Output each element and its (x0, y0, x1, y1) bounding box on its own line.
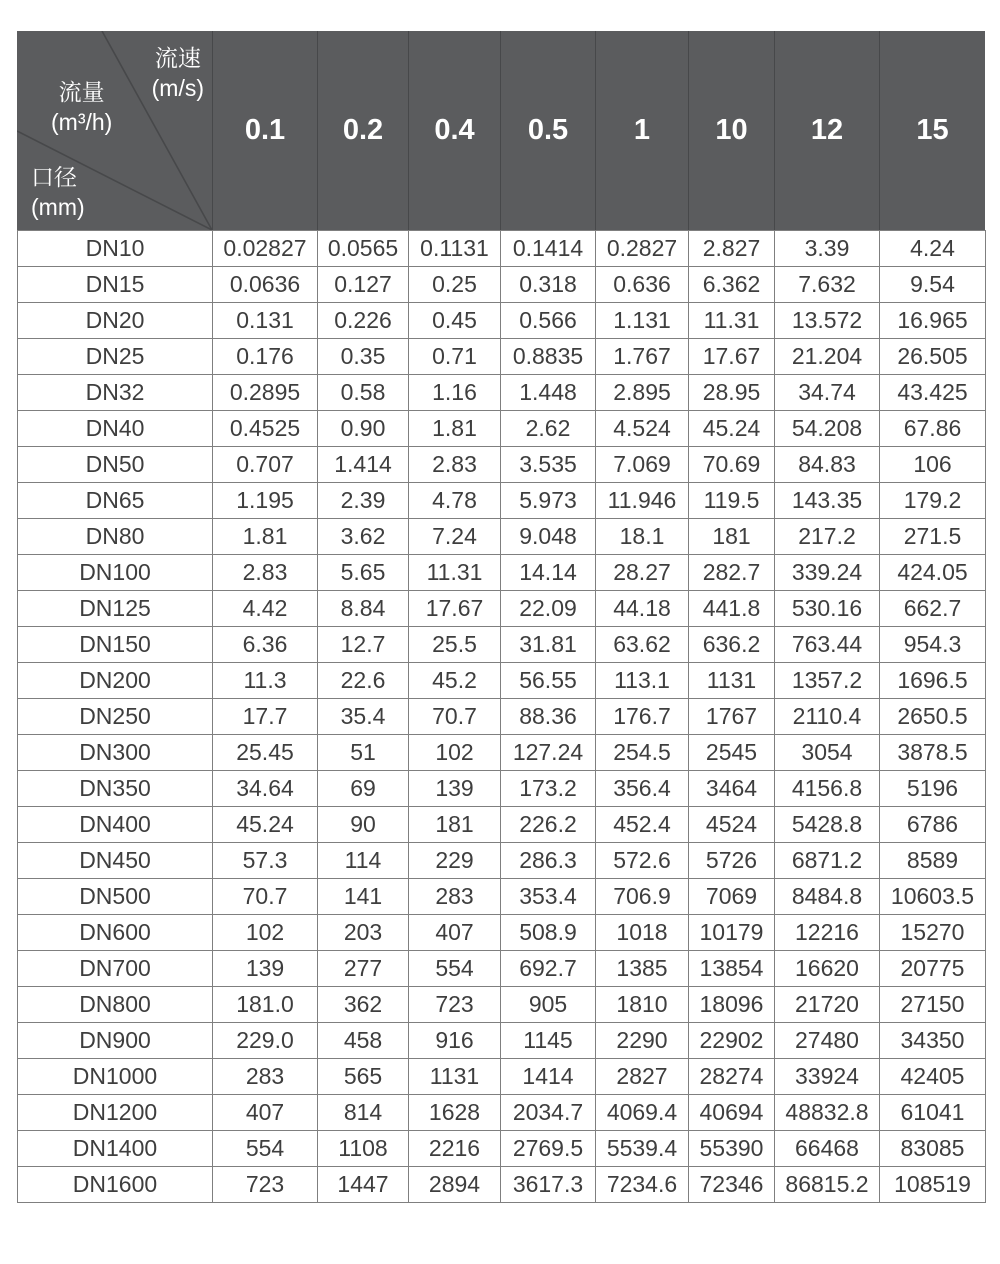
flow-value-cell: 636.2 (689, 627, 775, 663)
flow-value-cell: 28274 (689, 1059, 775, 1095)
diameter-cell: DN1200 (18, 1095, 213, 1131)
flow-value-cell: 0.131 (213, 303, 318, 339)
flow-value-cell: 57.3 (213, 843, 318, 879)
diameter-cell: DN1400 (18, 1131, 213, 1167)
table-row (18, 519, 986, 555)
flow-value-cell: 10603.5 (880, 879, 986, 915)
flow-value-cell: 508.9 (501, 915, 596, 951)
flow-value-cell: 954.3 (880, 627, 986, 663)
flow-value-cell: 5539.4 (596, 1131, 689, 1167)
flow-value-cell: 22.6 (318, 663, 409, 699)
flow-value-cell: 106 (880, 447, 986, 483)
flow-value-cell: 282.7 (689, 555, 775, 591)
flow-value-cell: 4524 (689, 807, 775, 843)
table-row (18, 807, 986, 843)
flow-value-cell: 66468 (775, 1131, 880, 1167)
flow-value-cell: 229.0 (213, 1023, 318, 1059)
table-row (18, 879, 986, 915)
flow-value-cell: 7069 (689, 879, 775, 915)
flow-value-cell: 25.5 (409, 627, 501, 663)
flow-value-cell: 1131 (409, 1059, 501, 1095)
flow-value-cell: 27480 (775, 1023, 880, 1059)
velocity-header-cell: 10 (688, 31, 774, 230)
flow-value-cell: 11.946 (596, 483, 689, 519)
corner-cell (17, 31, 212, 230)
flow-value-cell: 3617.3 (501, 1167, 596, 1203)
diameter-cell: DN150 (18, 627, 213, 663)
diameter-cell: DN800 (18, 987, 213, 1023)
flow-value-cell: 9.54 (880, 267, 986, 303)
flow-value-cell: 229 (409, 843, 501, 879)
flow-value-cell: 424.05 (880, 555, 986, 591)
table-row (18, 1167, 986, 1203)
flow-value-cell: 51 (318, 735, 409, 771)
flow-value-cell: 22902 (689, 1023, 775, 1059)
flow-value-cell: 113.1 (596, 663, 689, 699)
diameter-cell: DN200 (18, 663, 213, 699)
flow-value-cell: 11.3 (213, 663, 318, 699)
flow-value-cell: 44.18 (596, 591, 689, 627)
table-row (18, 735, 986, 771)
flow-value-cell: 176.7 (596, 699, 689, 735)
flow-value-cell: 283 (213, 1059, 318, 1095)
flow-value-cell: 2894 (409, 1167, 501, 1203)
diameter-cell: DN1000 (18, 1059, 213, 1095)
flow-value-cell: 34350 (880, 1023, 986, 1059)
flow-value-cell: 706.9 (596, 879, 689, 915)
flow-value-cell: 271.5 (880, 519, 986, 555)
flow-value-cell: 3.39 (775, 231, 880, 267)
flow-value-cell: 43.425 (880, 375, 986, 411)
flow-value-cell: 143.35 (775, 483, 880, 519)
diameter-cell: DN10 (18, 231, 213, 267)
flow-value-cell: 2110.4 (775, 699, 880, 735)
flow-value-cell: 572.6 (596, 843, 689, 879)
flow-value-cell: 18.1 (596, 519, 689, 555)
flow-value-cell: 173.2 (501, 771, 596, 807)
flow-value-cell: 2.62 (501, 411, 596, 447)
diameter-cell: DN15 (18, 267, 213, 303)
flow-value-cell: 4.42 (213, 591, 318, 627)
diameter-cell: DN32 (18, 375, 213, 411)
table-row (18, 915, 986, 951)
velocity-header-cell: 0.2 (317, 31, 408, 230)
flow-value-cell: 2034.7 (501, 1095, 596, 1131)
flow-value-cell: 11.31 (409, 555, 501, 591)
flow-value-cell: 1.81 (409, 411, 501, 447)
flow-rate-table (17, 31, 985, 1203)
flow-value-cell: 48832.8 (775, 1095, 880, 1131)
flow-value-cell: 70.7 (213, 879, 318, 915)
velocity-label-text: 流速 (154, 45, 201, 71)
flow-value-cell: 72346 (689, 1167, 775, 1203)
velocity-header-cell: 12 (774, 31, 879, 230)
table-row (18, 951, 986, 987)
flow-value-cell: 0.2827 (596, 231, 689, 267)
flow-value-cell: 5428.8 (775, 807, 880, 843)
flow-value-cell: 17.67 (689, 339, 775, 375)
table-row (18, 1095, 986, 1131)
flow-value-cell: 3.535 (501, 447, 596, 483)
flow-value-cell: 723 (409, 987, 501, 1023)
flow-value-cell: 11.31 (689, 303, 775, 339)
table-row (18, 663, 986, 699)
flow-value-cell: 203 (318, 915, 409, 951)
flow-value-cell: 5.973 (501, 483, 596, 519)
flow-value-cell: 1628 (409, 1095, 501, 1131)
flow-value-cell: 6786 (880, 807, 986, 843)
velocity-header-cell: 15 (879, 31, 985, 230)
flow-value-cell: 27150 (880, 987, 986, 1023)
table-row (18, 843, 986, 879)
velocity-unit-text: (m/s) (151, 75, 204, 101)
flow-value-cell: 2216 (409, 1131, 501, 1167)
flow-value-cell: 17.7 (213, 699, 318, 735)
flow-value-cell: 33924 (775, 1059, 880, 1095)
flow-value-cell: 31.81 (501, 627, 596, 663)
flow-value-cell: 69 (318, 771, 409, 807)
diameter-cell: DN400 (18, 807, 213, 843)
flow-value-cell: 0.71 (409, 339, 501, 375)
flow-value-cell: 2545 (689, 735, 775, 771)
flow-value-cell: 181 (689, 519, 775, 555)
table-row (18, 591, 986, 627)
flow-value-cell: 441.8 (689, 591, 775, 627)
flow-value-cell: 13.572 (775, 303, 880, 339)
flow-value-cell: 55390 (689, 1131, 775, 1167)
flow-value-cell: 102 (409, 735, 501, 771)
flow-value-cell: 2.83 (213, 555, 318, 591)
flow-label-text: 流量 (58, 79, 105, 105)
table-row (18, 411, 986, 447)
diameter-cell: DN500 (18, 879, 213, 915)
diameter-unit-text: (mm) (31, 194, 85, 220)
flow-value-cell: 1.81 (213, 519, 318, 555)
flow-value-cell: 407 (213, 1095, 318, 1131)
flow-value-cell: 0.25 (409, 267, 501, 303)
flow-value-cell: 0.8835 (501, 339, 596, 375)
table-row (18, 699, 986, 735)
flow-value-cell: 0.02827 (213, 231, 318, 267)
flow-value-cell: 6.362 (689, 267, 775, 303)
table-row (18, 447, 986, 483)
flow-value-cell: 662.7 (880, 591, 986, 627)
flow-value-cell: 692.7 (501, 951, 596, 987)
flow-value-cell: 7234.6 (596, 1167, 689, 1203)
flow-value-cell: 3054 (775, 735, 880, 771)
flow-value-cell: 1.195 (213, 483, 318, 519)
table-row (18, 483, 986, 519)
flow-value-cell: 0.318 (501, 267, 596, 303)
flow-value-cell: 54.208 (775, 411, 880, 447)
flow-value-cell: 1108 (318, 1131, 409, 1167)
flow-value-cell: 5726 (689, 843, 775, 879)
table-row (18, 627, 986, 663)
flow-value-cell: 0.90 (318, 411, 409, 447)
table-row (18, 1059, 986, 1095)
flow-value-cell: 6871.2 (775, 843, 880, 879)
velocity-header-cell: 1 (595, 31, 688, 230)
flow-value-cell: 0.0636 (213, 267, 318, 303)
flow-value-cell: 452.4 (596, 807, 689, 843)
flow-value-cell: 2.39 (318, 483, 409, 519)
velocity-axis-label (152, 43, 204, 103)
flow-value-cell: 0.636 (596, 267, 689, 303)
flow-value-cell: 70.69 (689, 447, 775, 483)
flow-value-cell: 0.566 (501, 303, 596, 339)
flow-axis-label (51, 77, 112, 137)
flow-value-cell: 4069.4 (596, 1095, 689, 1131)
flow-value-cell: 0.45 (409, 303, 501, 339)
flow-value-cell: 6.36 (213, 627, 318, 663)
flow-value-cell: 181.0 (213, 987, 318, 1023)
flow-value-cell: 16620 (775, 951, 880, 987)
flow-value-cell: 1.767 (596, 339, 689, 375)
flow-value-cell: 1145 (501, 1023, 596, 1059)
flow-value-cell: 2650.5 (880, 699, 986, 735)
diameter-cell: DN450 (18, 843, 213, 879)
flow-value-cell: 1810 (596, 987, 689, 1023)
flow-value-cell: 7.24 (409, 519, 501, 555)
flow-value-cell: 40694 (689, 1095, 775, 1131)
flow-value-cell: 12216 (775, 915, 880, 951)
flow-value-cell: 83085 (880, 1131, 986, 1167)
diameter-label-text: 口径 (31, 164, 77, 190)
flow-value-cell: 12.7 (318, 627, 409, 663)
flow-value-cell: 814 (318, 1095, 409, 1131)
flow-value-cell: 1131 (689, 663, 775, 699)
flow-value-cell: 0.0565 (318, 231, 409, 267)
flow-value-cell: 63.62 (596, 627, 689, 663)
velocity-header-cell: 0.4 (408, 31, 500, 230)
flow-value-cell: 8484.8 (775, 879, 880, 915)
flow-value-cell: 119.5 (689, 483, 775, 519)
diameter-cell: DN65 (18, 483, 213, 519)
flow-value-cell: 4156.8 (775, 771, 880, 807)
flow-value-cell: 45.2 (409, 663, 501, 699)
flow-value-cell: 1.131 (596, 303, 689, 339)
flow-value-cell: 916 (409, 1023, 501, 1059)
flow-value-cell: 21.204 (775, 339, 880, 375)
flow-value-cell: 84.83 (775, 447, 880, 483)
flow-value-cell: 22.09 (501, 591, 596, 627)
flow-value-cell: 5196 (880, 771, 986, 807)
flow-value-cell: 8.84 (318, 591, 409, 627)
diameter-cell: DN250 (18, 699, 213, 735)
flow-value-cell: 353.4 (501, 879, 596, 915)
flow-value-cell: 34.64 (213, 771, 318, 807)
flow-value-cell: 277 (318, 951, 409, 987)
flow-value-cell: 554 (409, 951, 501, 987)
flow-value-cell: 20775 (880, 951, 986, 987)
flow-value-cell: 0.35 (318, 339, 409, 375)
flow-value-cell: 2290 (596, 1023, 689, 1059)
flow-value-cell: 3.62 (318, 519, 409, 555)
flow-value-cell: 7.632 (775, 267, 880, 303)
diameter-cell: DN300 (18, 735, 213, 771)
flow-value-cell: 1447 (318, 1167, 409, 1203)
flow-value-cell: 286.3 (501, 843, 596, 879)
flow-value-cell: 1.448 (501, 375, 596, 411)
flow-value-cell: 2.827 (689, 231, 775, 267)
flow-value-cell: 127.24 (501, 735, 596, 771)
table-row (18, 555, 986, 591)
flow-value-cell: 1414 (501, 1059, 596, 1095)
flow-value-cell: 1767 (689, 699, 775, 735)
flow-value-cell: 86815.2 (775, 1167, 880, 1203)
flow-value-cell: 14.14 (501, 555, 596, 591)
table-header (17, 31, 985, 230)
flow-value-cell: 26.505 (880, 339, 986, 375)
table-row (18, 375, 986, 411)
flow-value-cell: 13854 (689, 951, 775, 987)
flow-value-cell: 179.2 (880, 483, 986, 519)
flow-value-cell: 283 (409, 879, 501, 915)
flow-value-cell: 28.27 (596, 555, 689, 591)
flow-value-cell: 723 (213, 1167, 318, 1203)
flow-value-cell: 0.226 (318, 303, 409, 339)
diameter-cell: DN50 (18, 447, 213, 483)
flow-value-cell: 0.1131 (409, 231, 501, 267)
flow-value-cell: 10179 (689, 915, 775, 951)
flow-value-cell: 4.78 (409, 483, 501, 519)
velocity-header-cell: 0.1 (212, 31, 317, 230)
diameter-cell: DN40 (18, 411, 213, 447)
diameter-cell: DN700 (18, 951, 213, 987)
flow-value-cell: 339.24 (775, 555, 880, 591)
flow-value-cell: 102 (213, 915, 318, 951)
table-row (18, 1023, 986, 1059)
flow-value-cell: 28.95 (689, 375, 775, 411)
flow-value-cell: 108519 (880, 1167, 986, 1203)
flow-value-cell: 0.58 (318, 375, 409, 411)
flow-value-cell: 3878.5 (880, 735, 986, 771)
table-body (18, 231, 986, 1203)
flow-values-table (17, 230, 986, 1203)
flow-value-cell: 1385 (596, 951, 689, 987)
diameter-cell: DN80 (18, 519, 213, 555)
flow-value-cell: 458 (318, 1023, 409, 1059)
flow-value-cell: 34.74 (775, 375, 880, 411)
flow-value-cell: 18096 (689, 987, 775, 1023)
flow-value-cell: 2.83 (409, 447, 501, 483)
flow-value-cell: 0.1414 (501, 231, 596, 267)
flow-value-cell: 7.069 (596, 447, 689, 483)
flow-value-cell: 0.707 (213, 447, 318, 483)
flow-value-cell: 4.524 (596, 411, 689, 447)
flow-value-cell: 0.2895 (213, 375, 318, 411)
flow-value-cell: 139 (213, 951, 318, 987)
flow-value-cell: 45.24 (689, 411, 775, 447)
flow-value-cell: 21720 (775, 987, 880, 1023)
flow-value-cell: 1018 (596, 915, 689, 951)
flow-value-cell: 42405 (880, 1059, 986, 1095)
flow-value-cell: 217.2 (775, 519, 880, 555)
flow-value-cell: 56.55 (501, 663, 596, 699)
diameter-cell: DN25 (18, 339, 213, 375)
flow-value-cell: 356.4 (596, 771, 689, 807)
flow-value-cell: 530.16 (775, 591, 880, 627)
flow-value-cell: 1.16 (409, 375, 501, 411)
flow-value-cell: 0.176 (213, 339, 318, 375)
flow-value-cell: 1357.2 (775, 663, 880, 699)
flow-value-cell: 0.127 (318, 267, 409, 303)
flow-value-cell: 25.45 (213, 735, 318, 771)
table-row (18, 1131, 986, 1167)
flow-value-cell: 139 (409, 771, 501, 807)
flow-value-cell: 16.965 (880, 303, 986, 339)
flow-value-cell: 114 (318, 843, 409, 879)
flow-value-cell: 45.24 (213, 807, 318, 843)
flow-value-cell: 61041 (880, 1095, 986, 1131)
flow-value-cell: 2769.5 (501, 1131, 596, 1167)
flow-value-cell: 554 (213, 1131, 318, 1167)
table-row (18, 771, 986, 807)
flow-value-cell: 3464 (689, 771, 775, 807)
diameter-cell: DN1600 (18, 1167, 213, 1203)
diameter-cell: DN100 (18, 555, 213, 591)
flow-value-cell: 90 (318, 807, 409, 843)
flow-value-cell: 905 (501, 987, 596, 1023)
diameter-cell: DN900 (18, 1023, 213, 1059)
diameter-cell: DN20 (18, 303, 213, 339)
diameter-cell: DN350 (18, 771, 213, 807)
flow-value-cell: 4.24 (880, 231, 986, 267)
flow-value-cell: 15270 (880, 915, 986, 951)
table-row (18, 231, 986, 267)
flow-value-cell: 35.4 (318, 699, 409, 735)
flow-value-cell: 2.895 (596, 375, 689, 411)
flow-value-cell: 17.67 (409, 591, 501, 627)
velocity-header-cell: 0.5 (500, 31, 595, 230)
flow-value-cell: 254.5 (596, 735, 689, 771)
flow-value-cell: 226.2 (501, 807, 596, 843)
flow-value-cell: 141 (318, 879, 409, 915)
diameter-cell: DN125 (18, 591, 213, 627)
flow-value-cell: 0.4525 (213, 411, 318, 447)
flow-value-cell: 362 (318, 987, 409, 1023)
flow-value-cell: 407 (409, 915, 501, 951)
flow-value-cell: 8589 (880, 843, 986, 879)
flow-value-cell: 181 (409, 807, 501, 843)
flow-value-cell: 763.44 (775, 627, 880, 663)
flow-value-cell: 2827 (596, 1059, 689, 1095)
flow-value-cell: 67.86 (880, 411, 986, 447)
flow-value-cell: 565 (318, 1059, 409, 1095)
flow-value-cell: 88.36 (501, 699, 596, 735)
flow-value-cell: 9.048 (501, 519, 596, 555)
flow-value-cell: 1.414 (318, 447, 409, 483)
table-row (18, 987, 986, 1023)
table-row (18, 303, 986, 339)
diameter-axis-label (31, 162, 85, 222)
flow-value-cell: 1696.5 (880, 663, 986, 699)
flow-value-cell: 5.65 (318, 555, 409, 591)
table-row (18, 339, 986, 375)
diameter-cell: DN600 (18, 915, 213, 951)
flow-value-cell: 70.7 (409, 699, 501, 735)
table-row (18, 267, 986, 303)
flow-unit-text: (m³/h) (51, 109, 113, 135)
